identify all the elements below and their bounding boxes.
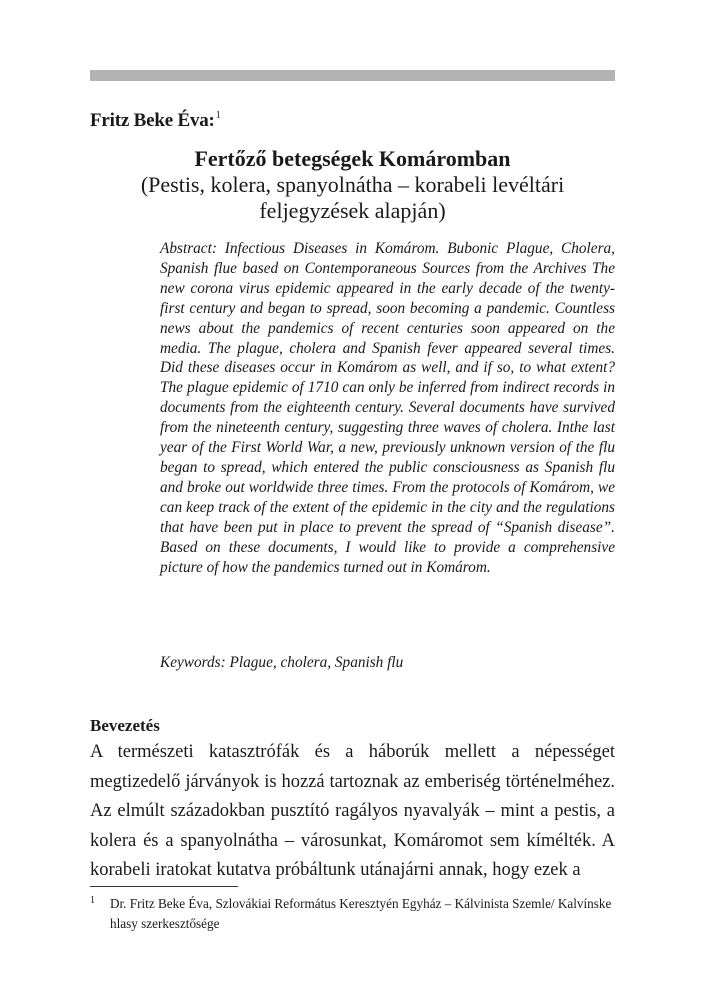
- abstract-text: Abstract: Infectious Diseases in Komárom. Bubonic Plague, Cholera, Spanish flue based on Contemporaneous Sources from the Archives The new corona virus epidemic appeared in the early decade of the twenty-first century and began to spread, soon becoming a pandemic. Countless news about the pandemics of recent centuries soon appeared on the media. The plague, cholera and Spanish fever appeared several times. Did these diseases occur in Komárom as well, and if so, to what extent? The plague epidemic of 1710 can only be inferred from indirect records in documents from the eighteenth century. Several documents have survived from the nineteenth century, suggesting three waves of cholera. Inthe last year of the First World War, a new, previously unknown version of the flu began to spread, which entered the public consciousness as Spanish flu and broke out worldwide three times. From the protocols of Komárom, we can keep track of the extent of the epidemic in the city and the regulations that have been put in place to prevent the spread of “Spanish disease”. Based on these documents, I would like to provide a comprehensive picture of how the pandemics turned out in Komárom.: [160, 240, 615, 576]
- abstract: [160, 239, 615, 577]
- author-name-text: Fritz Beke Éva:: [90, 110, 215, 131]
- section-heading: Bevezetés: [90, 716, 160, 735]
- footnote-rule: [90, 886, 238, 887]
- body-paragraph: A természeti katasztrófák és a háborúk mellett a népességet megtizedelő járványok is hozzá tartoznak az emberiség történelméhez. Az elmúlt századokban pusztító ragályos nyavalyák – mint a pestis, a kolera és a spanyolnátha – városunkat, Komáromot sem kímélték. A korabeli iratokat kutatva próbáltunk utánajárni annak, hogy ezek a: [90, 742, 615, 880]
- body-text: [90, 738, 615, 886]
- footnote-mark: 1: [90, 895, 95, 906]
- footnote: [90, 894, 615, 934]
- footnote-text: Dr. Fritz Beke Éva, Szlovákiai Református Keresztyén Egyház – Kálvinista Szemle/ Kalvínske hlasy szerkesztősége: [110, 896, 612, 931]
- header-rule: [90, 70, 615, 81]
- paper-subtitle: (Pestis, kolera, spanyolnátha – korabeli levéltári feljegyzések alapján): [140, 172, 565, 223]
- paper-title: Fertőző betegségek Komáromban: [194, 146, 511, 171]
- author-footnote-mark[interactable]: 1: [215, 110, 221, 121]
- keywords: Keywords: Plague, cholera, Spanish flu: [160, 654, 404, 671]
- author-name: [90, 110, 221, 132]
- title-block: [90, 146, 615, 224]
